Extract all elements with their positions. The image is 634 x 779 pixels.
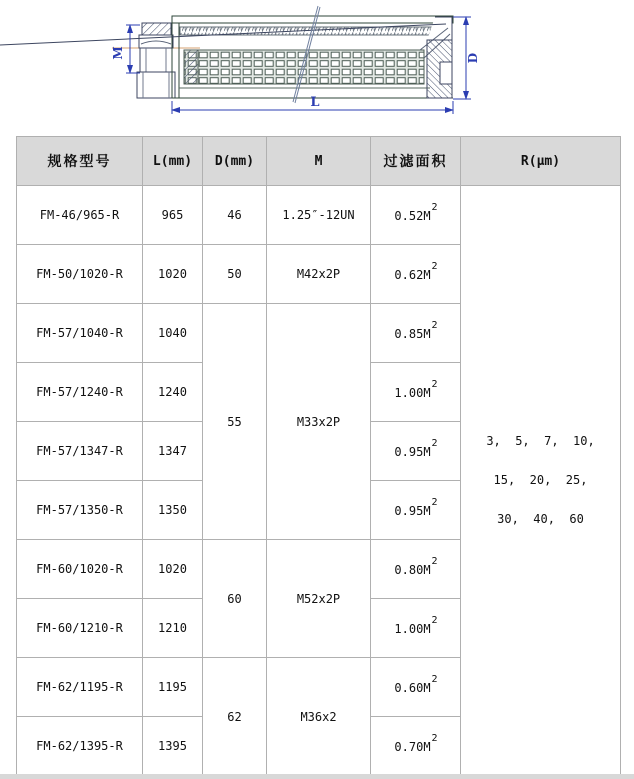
header-area: 过滤面积 xyxy=(371,137,461,186)
thread-cell: 1.25″-12UN xyxy=(267,186,371,245)
area-value: 1.00M xyxy=(394,622,431,636)
area-exponent: 2 xyxy=(431,202,438,213)
area-cell xyxy=(371,599,461,658)
length-cell: 1347 xyxy=(143,422,203,481)
area-value: 0.70M xyxy=(394,740,431,754)
spec-table xyxy=(16,136,621,776)
area-exponent: 2 xyxy=(431,497,438,508)
dimension-label-m: M xyxy=(111,46,125,60)
length-cell: 1195 xyxy=(143,658,203,717)
thread-cell: M42x2P xyxy=(267,245,371,304)
area-cell xyxy=(371,304,461,363)
thread-cell: M36x2 xyxy=(267,658,371,776)
model-cell: FM-62/1395-R xyxy=(17,717,143,776)
length-cell: 1210 xyxy=(143,599,203,658)
length-cell: 965 xyxy=(143,186,203,245)
diameter-cell: 50 xyxy=(203,245,267,304)
header-model: 规格型号 xyxy=(17,137,143,186)
dimension-label-d: D xyxy=(466,52,480,64)
diameter-cell: 46 xyxy=(203,186,267,245)
header-micron: R(μm) xyxy=(461,137,621,186)
model-cell: FM-57/1240-R xyxy=(17,363,143,422)
area-value: 0.52M xyxy=(394,209,431,223)
area-value: 0.85M xyxy=(394,327,431,341)
model-cell: FM-46/965-R xyxy=(17,186,143,245)
diameter-cell: 60 xyxy=(203,540,267,658)
length-cell: 1020 xyxy=(143,245,203,304)
length-cell: 1350 xyxy=(143,481,203,540)
area-exponent: 2 xyxy=(431,615,438,626)
area-cell xyxy=(371,186,461,245)
area-value: 0.60M xyxy=(394,681,431,695)
inlet-fitting xyxy=(137,23,175,98)
area-cell xyxy=(371,422,461,481)
area-exponent: 2 xyxy=(431,556,438,567)
area-cell xyxy=(371,363,461,422)
dimension-m xyxy=(126,25,140,73)
dimension-label-l: L xyxy=(310,95,320,110)
micron-line: 3, 5, 7, 10, xyxy=(486,434,595,448)
diameter-cell: 55 xyxy=(203,304,267,540)
micron-line: 30, 40, 60 xyxy=(497,512,584,526)
header-thread: M xyxy=(267,137,371,186)
length-cell: 1240 xyxy=(143,363,203,422)
area-cell xyxy=(371,658,461,717)
model-cell: FM-57/1347-R xyxy=(17,422,143,481)
area-exponent: 2 xyxy=(431,261,438,272)
area-exponent: 2 xyxy=(431,733,438,744)
length-cell: 1020 xyxy=(143,540,203,599)
header-diameter: D(mm) xyxy=(203,137,267,186)
area-cell xyxy=(371,540,461,599)
page-bottom-border xyxy=(0,774,634,779)
area-value: 0.95M xyxy=(394,504,431,518)
area-exponent: 2 xyxy=(431,674,438,685)
model-cell: FM-57/1350-R xyxy=(17,481,143,540)
length-cell: 1395 xyxy=(143,717,203,776)
area-cell xyxy=(371,245,461,304)
area-exponent: 2 xyxy=(431,438,438,449)
area-exponent: 2 xyxy=(431,320,438,331)
length-cell: 1040 xyxy=(143,304,203,363)
micron-ratings-cell xyxy=(461,186,621,776)
area-value: 0.95M xyxy=(394,445,431,459)
table-row xyxy=(17,186,621,245)
area-exponent: 2 xyxy=(431,379,438,390)
filter-cartridge-diagram xyxy=(0,0,634,134)
area-cell xyxy=(371,481,461,540)
thread-cell: M33x2P xyxy=(267,304,371,540)
area-value: 1.00M xyxy=(394,386,431,400)
micron-line: 15, 20, 25, xyxy=(493,473,588,487)
area-cell xyxy=(371,717,461,776)
model-cell: FM-50/1020-R xyxy=(17,245,143,304)
model-cell: FM-60/1210-R xyxy=(17,599,143,658)
header-length: L(mm) xyxy=(143,137,203,186)
model-cell: FM-62/1195-R xyxy=(17,658,143,717)
area-value: 0.62M xyxy=(394,268,431,282)
diameter-cell: 62 xyxy=(203,658,267,776)
header-row xyxy=(17,137,621,186)
technical-drawing xyxy=(0,0,634,134)
model-cell: FM-57/1040-R xyxy=(17,304,143,363)
area-value: 0.80M xyxy=(394,563,431,577)
thread-cell: M52x2P xyxy=(267,540,371,658)
model-cell: FM-60/1020-R xyxy=(17,540,143,599)
